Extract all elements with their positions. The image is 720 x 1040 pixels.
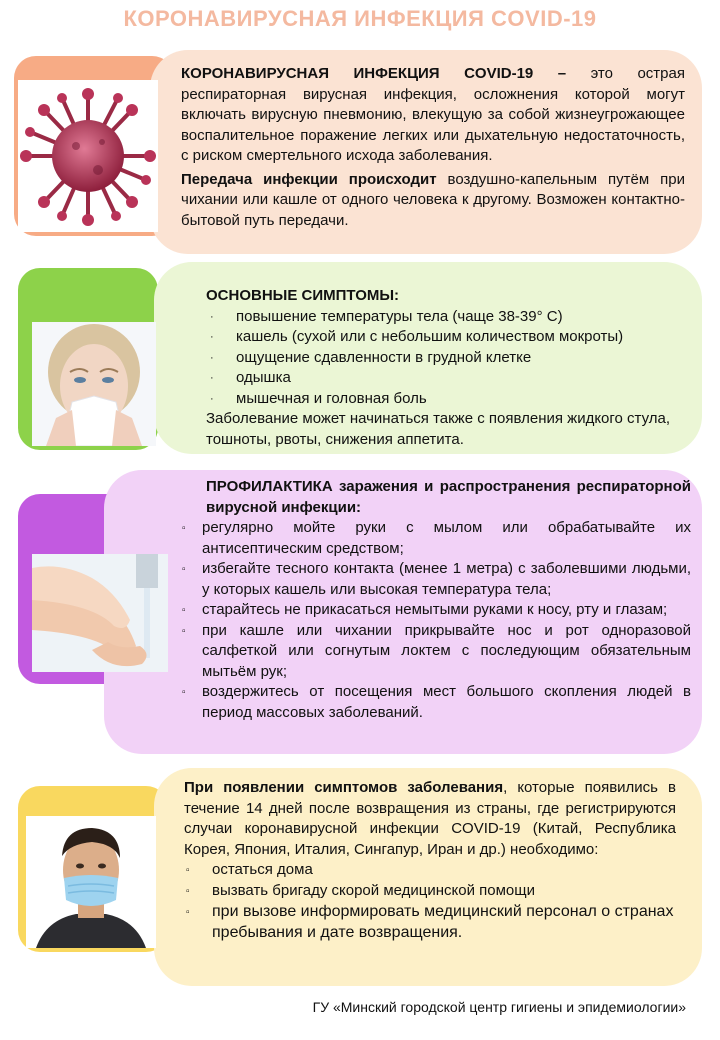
transmission-body: воздушно-капельным путём при чихании или кашле от одного человека к другому. Возможен контактно-бытовой путь передачи. [181, 170, 686, 229]
prevention-heading: ПРОФИЛАКТИКА заражения и распространения респираторной вирусной инфекции: [206, 478, 691, 516]
list-item: · мышечная и головная боль [210, 389, 427, 407]
symptoms-heading: ОСНОВНЫЕ СИМПТОМЫ: [206, 287, 400, 304]
list-item: ▫ при вызове информировать медицинский персонал о странах пребывания и дате возвращения. [186, 903, 674, 941]
page-title: КОРОНАВИРУСНАЯ ИНФЕКЦИЯ COVID-19 [123, 6, 597, 31]
section3-text [180, 477, 691, 723]
list-item: ▫ старайтесь не прикасаться немытыми руками к носу, рту и глазам; [182, 601, 668, 618]
action-intro: При появлении симптомов заболевания, которые появились в течение 14 дней после возвращения из страны, где регистрируются случаи коронавирусной инфекции COVID-19 (Китай, Республика Корея, Япония, Италия, Сингапур, Иран и др.) необходимо: [184, 779, 676, 858]
footer-organization: ГУ «Минский городской центр гигиены и эпидемиологии» [312, 999, 686, 1015]
list-item: ▫ остаться дома [186, 861, 313, 878]
symptoms-note: Заболевание может начинаться также с появления жидкого стула, тошноты, рвоты, снижения аппетита. [206, 410, 671, 448]
sneezing-woman-image [32, 322, 156, 446]
action-list [184, 860, 676, 943]
list-item: · повышение температуры тела (чаще 38-39° С) [210, 307, 563, 325]
list-item: · кашель (сухой или с небольшим количеством мокроты) [210, 328, 624, 345]
masked-man-image [26, 816, 156, 948]
section1-text [181, 64, 685, 231]
section1-heading: КОРОНАВИРУСНАЯ ИНФЕКЦИЯ COVID-19 – [181, 65, 567, 82]
list-item: · одышка [210, 369, 291, 386]
section1-body: это острая респираторная вирусная инфекция, осложнения которой могут включать вирусную пневмонию, влекущую за собой жизнеугрожающее воспалительное поражение легких или дыхательную недостаточность, с риском смертельного исхода заболевания. [181, 65, 685, 164]
hand-washing-image [32, 554, 168, 672]
list-item: ▫ воздержитесь от посещения мест большого скопления людей в период массовых заболеваний. [182, 683, 691, 721]
list-item: · ощущение сдавленности в грудной клетке [210, 348, 532, 366]
section4-text [184, 778, 676, 943]
list-item: ▫ избегайте тесного контакта (менее 1 метра) с заболевшими людьми, у которых кашель или высокая температура тела; [182, 560, 691, 598]
transmission-heading: Передача инфекции происходит [181, 170, 437, 188]
list-item: ▫ вызвать бригаду скорой медицинской помощи [186, 881, 535, 899]
symptoms-list [206, 307, 692, 410]
list-item: ▫ регулярно мойте руки с мылом или обрабатывайте их антисептическим средством; [182, 519, 691, 557]
list-item: ▫ при кашле или чихании прикрывайте нос и рот одноразовой салфеткой или согнутым локтем с последующим обязательным мытьём рук; [182, 621, 691, 680]
prevention-list [180, 518, 691, 723]
virus-image [18, 80, 158, 232]
section2-text [206, 286, 692, 450]
